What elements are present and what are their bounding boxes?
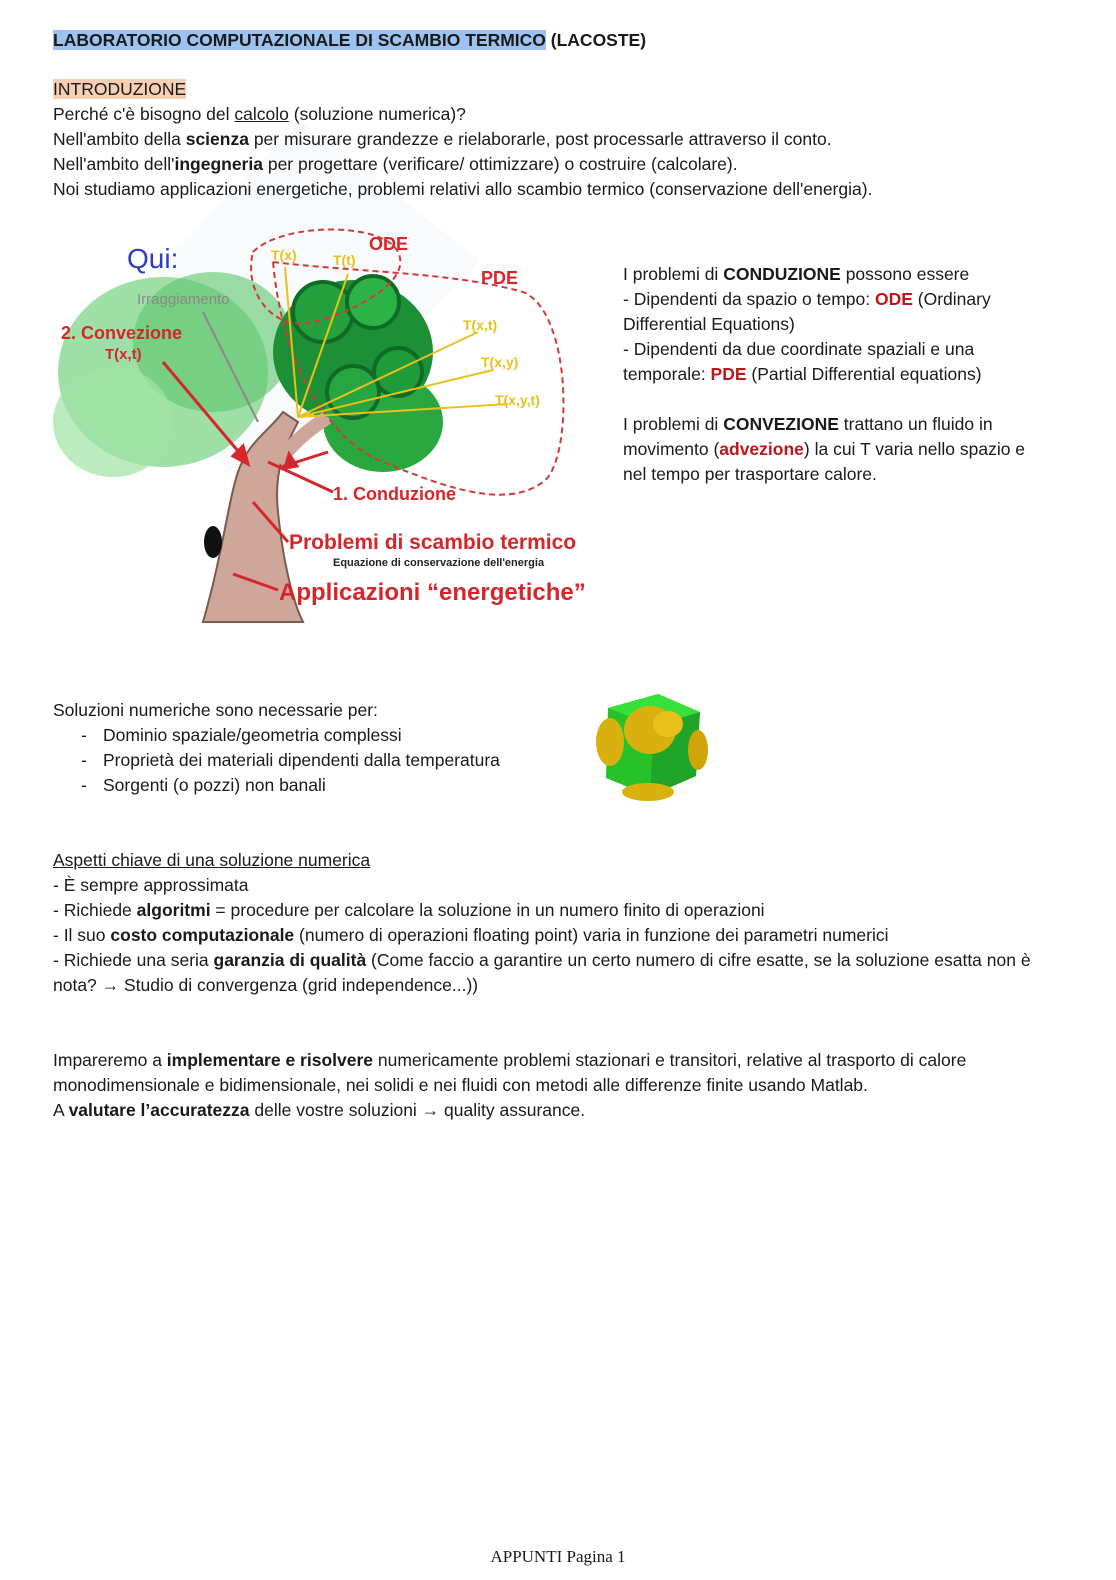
intro-heading: INTRODUZIONE	[53, 79, 187, 99]
aspect-algorithms: - Richiede algoritmi = procedure per calcolare la soluzione in un numero finito di operazioni	[53, 900, 765, 920]
conduction-intro: I problemi di CONDUZIONE possono essere	[623, 264, 970, 284]
label-ode: ODE	[369, 234, 409, 254]
convection-notes: I problemi di CONVEZIONE trattano un fluido in movimento (advezione) la cui T varia nello spazio e nel tempo per trasportare calore.	[623, 414, 1026, 484]
learn-accuracy: A valutare l’accuratezza delle vostre soluzioni → quality assurance.	[53, 1100, 586, 1120]
title-suffix: (LACOSTE)	[550, 30, 647, 50]
heat-transfer-tree-diagram	[53, 222, 593, 632]
key-aspects-section	[53, 848, 1053, 998]
intro-line-2: Nell'ambito della scienza per misurare grandezze e rielaborarle, post processarle attraverso il conto.	[53, 129, 832, 149]
label-tt: T(t)	[333, 252, 356, 268]
conduction-convection-notes	[623, 262, 1053, 487]
label-txy: T(x,y)	[481, 354, 519, 370]
learn-implement: Impareremo a implementare e risolvere numericamente problemi stazionari e transitori, relative al trasporto di calore monodimensionale e bidimensionale, nei solidi e nei fluidi con metodi alle differenze finite usando Matlab.	[53, 1050, 967, 1095]
list-item: - Sorgenti (o pozzi) non banali	[81, 773, 593, 798]
label-qui: Qui:	[127, 243, 179, 274]
list-item: - Proprietà dei materiali dipendenti dalla temperatura	[81, 748, 593, 773]
aspect-quality: - Richiede una seria garanzia di qualità (Come faccio a garantire un certo numero di cifre esatte, se la soluzione esatta non è nota? → Studio di convergenza (grid independence...))	[53, 950, 1031, 995]
intro-line-1: Perché c'è bisogno del calcolo (soluzione numerica)?	[53, 104, 466, 124]
page-footer: APPUNTI Pagina 1	[490, 1547, 626, 1566]
label-pde: PDE	[481, 268, 519, 288]
aspect-approximate: - È sempre approssimata	[53, 875, 249, 895]
label-applicazioni: Applicazioni “energetiche”	[279, 579, 586, 606]
trunk-hole	[204, 526, 222, 558]
needs-list	[53, 723, 593, 798]
intro-section	[53, 77, 1053, 202]
page-title	[53, 28, 646, 53]
label-convezione: 2. Convezione	[61, 323, 183, 343]
label-txyt: T(x,y,t)	[495, 392, 540, 408]
label-equazione: Equazione di conservazione dell'energia	[333, 557, 545, 569]
intro-line-4: Noi studiamo applicazioni energetiche, problemi relativi allo scambio termico (conservazione dell'energia).	[53, 179, 873, 199]
needs-heading: Soluzioni numeriche sono necessarie per:	[53, 700, 378, 720]
aspect-cost: - Il suo costo computazionale (numero di operazioni floating point) varia in funzione dei parametri numerici	[53, 925, 889, 945]
numerical-needs	[53, 698, 593, 798]
learning-goals-section	[53, 1048, 1053, 1123]
label-conv-txt: T(x,t)	[105, 346, 142, 363]
label-irraggiamento: Irraggiamento	[137, 291, 230, 308]
title-main: LABORATORIO COMPUTAZIONALE DI SCAMBIO TERMICO	[53, 30, 546, 50]
label-problemi: Problemi di scambio termico	[289, 531, 577, 554]
label-txt: T(x,t)	[463, 317, 498, 333]
geometry-cube-icon	[588, 690, 713, 802]
aspects-heading: Aspetti chiave di una soluzione numerica	[53, 850, 371, 870]
intro-line-3: Nell'ambito dell'ingegneria per progettare (verificare/ ottimizzare) o costruire (calcolare).	[53, 154, 738, 174]
label-conduzione: 1. Conduzione	[333, 484, 456, 504]
list-item: - Dominio spaziale/geometria complessi	[81, 723, 593, 748]
label-tx: T(x)	[271, 247, 297, 263]
conduction-ode: - Dipendenti da spazio o tempo: ODE (Ordinary Differential Equations)	[623, 289, 991, 334]
conduction-pde: - Dipendenti da due coordinate spaziali e una temporale: PDE (Partial Differential equations)	[623, 339, 982, 384]
